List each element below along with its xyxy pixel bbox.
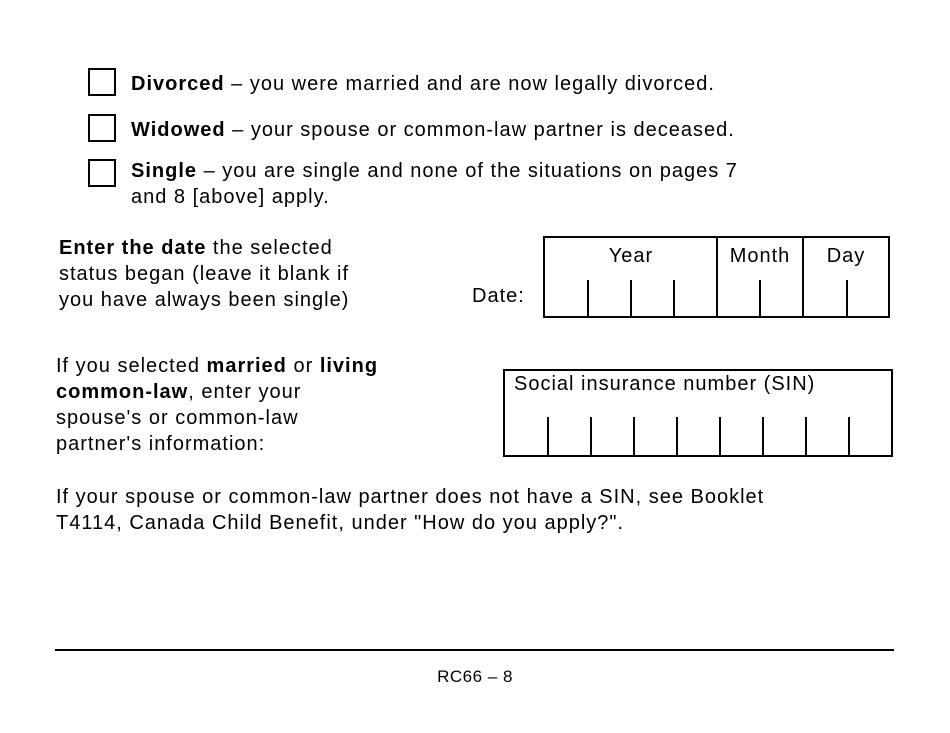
divorced-option-label [131,71,715,97]
day-digit-divider [846,280,848,316]
single-description: – you are single and none of the situations on pages 7 [197,160,738,182]
sin-digit-divider [762,417,764,455]
divorced-description: – you were married and are now legally divorced. [224,73,715,95]
month-header: Month [729,245,791,267]
date-instr-line3: you have always been single) [59,289,350,311]
widowed-option-label [131,117,735,143]
spouse-instr-p2: or [286,355,320,377]
widowed-description: – your spouse or common-law partner is deceased. [225,119,735,141]
sin-field[interactable] [503,369,893,457]
sin-digit-divider [805,417,807,455]
single-description-line2: and 8 [above] apply. [131,186,330,208]
divorced-term: Divorced [131,73,225,95]
page-number: RC66 – 8 [437,667,513,686]
month-day-divider [802,238,804,316]
year-header: Year [608,245,654,267]
sin-label: Social insurance number (SIN) [514,373,816,395]
date-instr-line2: status began (leave it blank if [59,263,350,285]
sin-digit-divider [719,417,721,455]
year-digit-divider [673,280,675,316]
footer-rule [55,649,894,651]
spouse-instructions [56,353,378,457]
date-field[interactable] [543,236,890,318]
date-instr-bold: Enter the date [59,237,207,259]
spouse-instr-married: married [206,355,287,377]
day-header: Day [826,245,866,267]
date-instr-rest: the selected [206,237,333,259]
widowed-term: Widowed [131,119,226,141]
widowed-checkbox[interactable] [88,114,116,142]
year-digit-divider [630,280,632,316]
single-checkbox[interactable] [88,159,116,187]
month-digit-divider [759,280,761,316]
single-term: Single [131,160,198,182]
sin-note [56,484,764,536]
single-option-label [131,158,738,210]
spouse-instr-line3: spouse's or common-law [56,407,299,429]
spouse-instr-p1: If you selected [56,355,207,377]
year-digit-divider [587,280,589,316]
sin-note-line1: If your spouse or common-law partner does not have a SIN, see Booklet [56,486,765,508]
sin-digit-divider [848,417,850,455]
sin-digit-divider [676,417,678,455]
sin-digit-divider [633,417,635,455]
spouse-instr-line4: partner's information: [56,433,266,455]
year-month-divider [716,238,718,316]
sin-digit-divider [547,417,549,455]
spouse-instr-p3: , enter your [188,381,302,403]
divorced-checkbox[interactable] [88,68,116,96]
date-label: Date: [472,285,525,307]
sin-digit-divider [590,417,592,455]
sin-note-line2: T4114, Canada Child Benefit, under "How do you apply?". [56,512,625,534]
date-instructions [59,235,349,313]
spouse-instr-living: living [319,355,379,377]
spouse-instr-common-law: common-law [56,381,189,403]
